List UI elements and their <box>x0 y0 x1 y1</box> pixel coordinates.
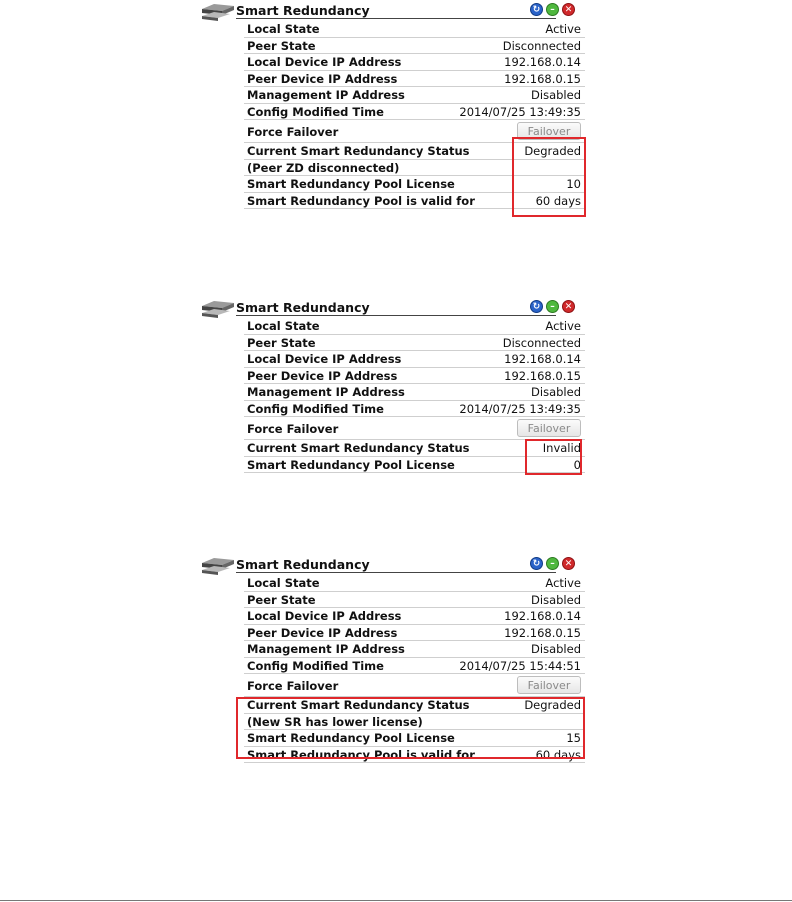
row-value: Active <box>545 22 581 36</box>
table-row-pool-valid <box>244 747 585 764</box>
row-value: 60 days <box>535 193 581 208</box>
minimize-icon[interactable]: – <box>546 300 559 313</box>
page-divider <box>0 900 792 901</box>
network-switch-icon <box>200 1 236 23</box>
table-row-mgmt-ip <box>244 87 585 104</box>
row-value: Disconnected <box>502 335 581 350</box>
row-label: Force Failover <box>247 679 339 693</box>
status-table <box>244 21 585 209</box>
table-row-config-time <box>244 658 585 675</box>
table-row-force-failover <box>244 120 585 143</box>
failover-button[interactable]: Failover <box>517 676 581 694</box>
row-value: Degraded <box>524 144 581 158</box>
widget-title: Smart Redundancy <box>236 300 370 315</box>
table-row-local-state <box>244 21 585 38</box>
table-row-pool-valid <box>244 193 585 210</box>
network-switch-icon <box>200 298 236 320</box>
row-label: Management IP Address <box>247 642 405 656</box>
widget-title: Smart Redundancy <box>236 3 370 18</box>
status-table <box>244 318 585 473</box>
refresh-icon[interactable]: ↻ <box>530 3 543 16</box>
table-row-status-note <box>244 160 585 177</box>
row-label: Config Modified Time <box>247 104 384 119</box>
row-label: Management IP Address <box>247 88 405 102</box>
table-row-pool-license <box>244 176 585 193</box>
table-row-mgmt-ip <box>244 384 585 401</box>
row-value: 60 days <box>535 747 581 762</box>
network-switch-icon <box>200 555 236 577</box>
close-icon[interactable]: ✕ <box>562 3 575 16</box>
row-label: Local State <box>247 22 320 36</box>
row-value: 15 <box>566 731 581 745</box>
minimize-icon[interactable]: – <box>546 557 559 570</box>
row-value: Active <box>545 319 581 333</box>
row-label: Peer Device IP Address <box>247 71 398 86</box>
row-label: (Peer ZD disconnected) <box>247 160 400 175</box>
row-value: Disabled <box>531 88 581 102</box>
row-label: Peer Device IP Address <box>247 368 398 383</box>
row-value: Degraded <box>524 698 581 712</box>
title-underline <box>236 315 556 316</box>
widget-title: Smart Redundancy <box>236 557 370 572</box>
table-row-pool-license <box>244 730 585 747</box>
widget-header <box>236 555 586 575</box>
row-value: 192.168.0.14 <box>504 352 581 366</box>
table-row-peer-state <box>244 38 585 55</box>
row-label: Peer Device IP Address <box>247 625 398 640</box>
table-row-peer-ip <box>244 368 585 385</box>
row-label: Local Device IP Address <box>247 55 402 69</box>
status-table <box>244 575 585 763</box>
row-value: Disabled <box>531 385 581 399</box>
table-row-force-failover <box>244 674 585 697</box>
close-icon[interactable]: ✕ <box>562 300 575 313</box>
row-label: Current Smart Redundancy Status <box>247 441 470 455</box>
table-row-local-ip <box>244 54 585 71</box>
table-row-local-state <box>244 575 585 592</box>
row-value: 192.168.0.15 <box>504 368 581 383</box>
widget-header <box>236 1 586 21</box>
table-row-peer-ip <box>244 71 585 88</box>
table-row-force-failover <box>244 417 585 440</box>
row-label: Local State <box>247 319 320 333</box>
table-row-peer-state <box>244 335 585 352</box>
table-row-sr-status <box>244 440 585 457</box>
row-label: Management IP Address <box>247 385 405 399</box>
failover-button[interactable]: Failover <box>517 419 581 437</box>
row-value: Disabled <box>531 642 581 656</box>
row-label: Force Failover <box>247 125 339 139</box>
close-icon[interactable]: ✕ <box>562 557 575 570</box>
row-value: 192.168.0.15 <box>504 625 581 640</box>
row-label: Local Device IP Address <box>247 352 402 366</box>
row-label: Local State <box>247 576 320 590</box>
table-row-peer-ip <box>244 625 585 642</box>
table-row-local-ip <box>244 608 585 625</box>
row-value: 192.168.0.14 <box>504 55 581 69</box>
table-row-local-state <box>244 318 585 335</box>
row-label: Smart Redundancy Pool is valid for <box>247 747 475 762</box>
table-row-pool-license <box>244 457 585 474</box>
row-label: Config Modified Time <box>247 401 384 416</box>
row-value: 10 <box>566 177 581 191</box>
refresh-icon[interactable]: ↻ <box>530 557 543 570</box>
table-row-local-ip <box>244 351 585 368</box>
table-row-sr-status <box>244 697 585 714</box>
row-label: Peer State <box>247 592 316 607</box>
table-row-peer-state <box>244 592 585 609</box>
row-value: Disabled <box>531 592 581 607</box>
row-value: 2014/07/25 15:44:51 <box>459 658 581 673</box>
row-label: Current Smart Redundancy Status <box>247 698 470 712</box>
title-underline <box>236 18 556 19</box>
row-value: 2014/07/25 13:49:35 <box>459 104 581 119</box>
row-value: 192.168.0.14 <box>504 609 581 623</box>
row-label: Config Modified Time <box>247 658 384 673</box>
failover-button[interactable]: Failover <box>517 122 581 140</box>
table-row-config-time <box>244 104 585 121</box>
row-value: 192.168.0.15 <box>504 71 581 86</box>
row-value: 0 <box>573 457 581 472</box>
row-value: 2014/07/25 13:49:35 <box>459 401 581 416</box>
refresh-icon[interactable]: ↻ <box>530 300 543 313</box>
table-row-sr-status <box>244 143 585 160</box>
table-row-mgmt-ip <box>244 641 585 658</box>
table-row-config-time <box>244 401 585 418</box>
title-underline <box>236 572 556 573</box>
row-label: Smart Redundancy Pool is valid for <box>247 193 475 208</box>
row-label: Smart Redundancy Pool License <box>247 731 455 745</box>
row-label: Smart Redundancy Pool License <box>247 177 455 191</box>
row-value: Invalid <box>542 441 581 455</box>
row-label: Smart Redundancy Pool License <box>247 457 455 472</box>
row-label: Current Smart Redundancy Status <box>247 144 470 158</box>
widget-header <box>236 298 586 318</box>
row-value: Active <box>545 576 581 590</box>
minimize-icon[interactable]: – <box>546 3 559 16</box>
row-label: Peer State <box>247 38 316 53</box>
row-label: (New SR has lower license) <box>247 714 423 729</box>
row-label: Peer State <box>247 335 316 350</box>
row-value: Disconnected <box>502 38 581 53</box>
row-label: Force Failover <box>247 422 339 436</box>
row-label: Local Device IP Address <box>247 609 402 623</box>
table-row-status-note <box>244 714 585 731</box>
